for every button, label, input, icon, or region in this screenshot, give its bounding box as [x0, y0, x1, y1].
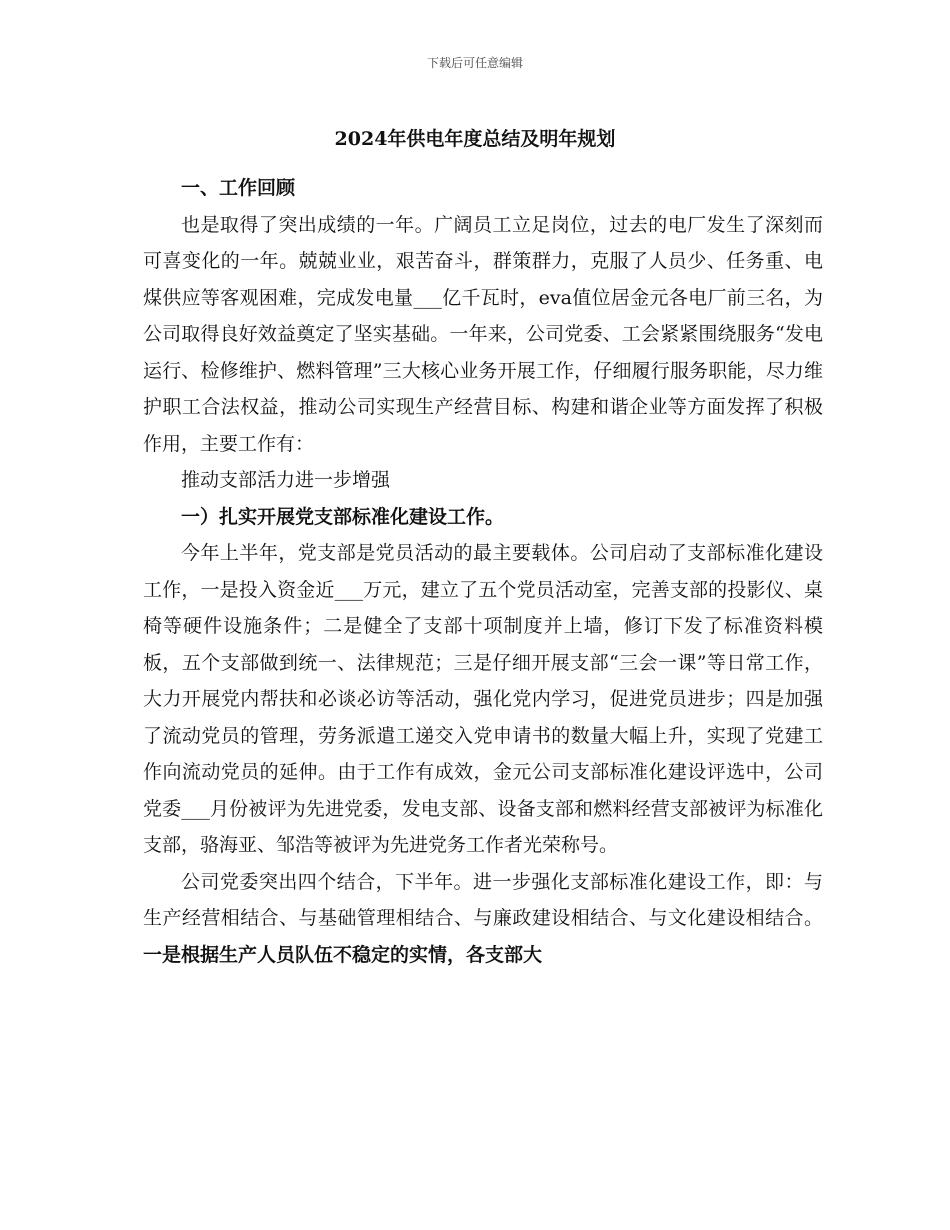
page-header: 下载后可任意编辑	[426, 56, 523, 70]
section-heading-work-review: 一、工作回顾	[181, 177, 296, 199]
paragraph-branch-vitality: 推动支部活力进一步增强	[181, 469, 391, 491]
paragraph-review: 也是取得了突出成绩的一年。广阔员工立足岗位，过去的电厂发生了深刻而可喜变化的一年。兢兢业业，艰苦奋斗，群策群力，克服了人员少、任务重、电煤供应等客观困难，完成发电量___亿千瓦时，eva值位居金元各电厂前三名，为公司取得良好效益奠定了坚实基础。一年来，公司党委、工会紧紧围绕服务“发电运行、检修维护、燃料管理”三大核心业务开展工作，仔细履行服务职能，尽力维护职工合法权益，推动公司实现生产经营目标、构建和谐企业等方面发挥了积极作用，主要工作有：	[143, 213, 823, 455]
document-body	[143, 170, 823, 973]
paragraph-first-half: 今年上半年，党支部是党员活动的最主要载体。公司启动了支部标准化建设工作，一是投入资金近___万元，建立了五个党员活动室，完善支部的投影仪、桌椅等硬件设施条件；二是健全了支部十项制度并上墙，修订下发了标准资料模板，五个支部做到统一、法律规范；三是仔细开展支部“三会一课”等日常工作，大力开展党内帮扶和必谈必访等活动，强化党内学习，促进党员进步；四是加强了流动党员的管理，劳务派遣工递交入党申请书的数量大幅上升，实现了党建工作向流动党员的延伸。由于工作有成效，金元公司支部标准化建设评选中，公司党委___月份被评为先进党委，发电支部、设备支部和燃料经营支部被评为标准化支部，骆海亚、邹浩等被评为先进党务工作者光荣称号。	[143, 542, 823, 856]
paragraph-second-half-text: 公司党委突出四个结合，下半年。进一步强化支部标准化建设工作，即：与生产经营相结合、与基础管理相结合、与廉政建设相结合、与文化建设相结合。	[143, 870, 823, 929]
paragraph-second-half-bold: 一是根据生产人员队伍不稳定的实情，各支部大	[143, 943, 543, 966]
paragraph-second-half	[143, 864, 823, 974]
document-title: 2024年供电年度总结及明年规划	[334, 128, 616, 150]
subsection-heading-standardization: 一）扎实开展党支部标准化建设工作。	[181, 505, 505, 528]
